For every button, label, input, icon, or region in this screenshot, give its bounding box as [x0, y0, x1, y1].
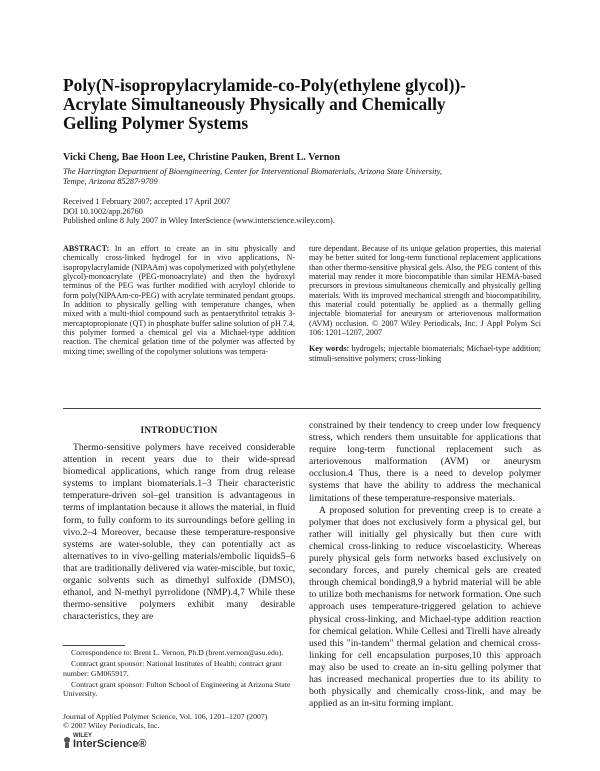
abstract-text-left: In an effort to create an in situ physically and chemically cross-linked hydrogel for in vivo applications, N-isopropylacrylamide (NIPAAm) was copolymerized with poly(ethylene glycol)-monoacrylate (PEG-monoacrylate) and then the hydroxyl terminus of the PEG was further modified with acryloyl chloride to form poly(NIPAAm-co-PEG) with acrylate terminated pendant groups. In addition to physically gelling with temperature changes, when mixed with a multi-thiol compound such as pentaerythritol tetrakis 3-mercaptopropionate (QT) in phosphate buffer saline solution of pH 7.4, this polymer formed a chemical gel via a Michael-type addition reaction. The chemical gelation time of the polymer was affected by mixing time; swelling of the copolymer solutions was tempera-	[63, 244, 295, 356]
published-online: Published online 8 July 2007 in Wiley InterScience (www.interscience.wiley.com).	[63, 216, 335, 226]
footnote-divider	[63, 645, 125, 646]
author-list: Vicki Cheng, Bae Hoon Lee, Christine Pauken, Brent L. Vernon	[63, 152, 341, 163]
publication-dates	[63, 197, 543, 226]
journal-info	[63, 712, 295, 731]
article-title	[63, 76, 543, 134]
doi: DOI 10.1002/app.26760	[63, 206, 143, 216]
section-divider	[63, 408, 541, 409]
introduction-heading: INTRODUCTION	[140, 425, 218, 435]
title-line-3: Gelling Polymer Systems	[63, 113, 249, 134]
keywords-text: hydrogels; injectable biomaterials; Michael-type addition; stimuli-sensitive polymers; cross-linking	[309, 344, 541, 363]
wiley-interscience-logo	[63, 733, 147, 751]
intro-paragraph-continued: constrained by their tendency to creep under low frequency stress, which renders them unsuitable for applications that require long-term functional replacement such as arteriovenous malformation (AVM) or aneurysm occlusion.4 Thus, there is a need to develop polymer systems that have the ability to address the mechanical limitations of these temperature-responsive materials.	[309, 420, 541, 504]
body-column-right	[309, 420, 541, 710]
title-line-1: Poly(N-isopropylacrylamide-co-Poly(ethylene glycol))-	[63, 75, 466, 95]
keywords-label: Key words:	[309, 344, 350, 354]
grant-note-2: Contract grant sponsor: Fulton School of Engineering at Arizona State University.	[63, 679, 291, 699]
keywords	[309, 344, 541, 363]
intro-paragraph-2: A proposed solution for preventing creep is to create a polymer that does not exclusively form a physical gel, but rather will initially gel physically but then cure with chemical cross-linking to reduce viscoelasticity. Whereas purely physical gels form networks based exclusively on secondary forces, and purely chemical gels are created through chemical bonding8,9 a hybrid material will be able to utilize both mechanisms for network formation. One such approach uses temperature-triggered gelation to achieve physical cross-linking, and Michael-type addition reaction for chemical gelation. While Cellesi and Tirelli have already used this "in-tandem" thermal gelation and chemical cross-linking for cell encapsulation purposes,10 this approach may also be used to create an in-situ gelling polymer that has increased mechanical properties due to its ability to both physically and chemically cross-link, and may be applied as an in-situ forming implant.	[309, 504, 541, 710]
title-line-2: Acrylate Simultaneously Physically and Chemically	[63, 94, 446, 115]
received-date: Received 1 February 2007; accepted 17 April 2007	[63, 197, 231, 206]
affiliation	[63, 167, 543, 188]
journal-citation: Journal of Applied Polymer Science, Vol. 106, 1201–1207 (2007)	[63, 712, 268, 721]
grant-note-1: Contract grant sponsor: National Institutes of Health; contract grant number: GM065917.	[63, 659, 282, 678]
logo-wiley-text: WILEY	[73, 733, 92, 739]
abstract-label: ABSTRACT:	[63, 244, 110, 253]
wiley-logo-icon	[63, 736, 71, 748]
correspondence-note: Correspondence to: Brent L. Vernon, Ph.D (brent.vernon@asu.edu).	[71, 648, 284, 657]
affiliation-line-2: Tempe, Arizona 85287-9709	[63, 177, 158, 187]
abstract-column-left	[63, 244, 295, 356]
abstract-text-right: ture dependant. Because of its unique gelation properties, this material may be better suited for long-term functional replacement applications than other thermo-sensitive physical gels. Also, the PEG content of this material may render it more biocompatible than similar HEMA-based precursors in previous simultaneous chemically and physically gelling materials. With its improved mechanical strength and biocompatibility, this material could potentially be applied as a thermally gelling injectable biomaterial for aneurysm or arteriovenous malformation (AVM) occlusion. © 2007 Wiley Periodicals, Inc. J Appl Polym Sci 106: 1201–1207, 2007	[309, 244, 541, 338]
intro-paragraph-1: Thermo-sensitive polymers have received considerable attention in recent years due to their wide-spread biomedical applications, which range from drug release systems to implant biomaterials.1–3 Their characteristic temperature-driven sol–gel transition is advantageous in terms of implantation because it allows the material, in fluid form, to fully conform to its surroundings before gelling in vivo.2–4 Moreover, because these temperature-responsive systems are water-soluble, they can potentially act as alternatives to in vivo-gelling materials/embolic liquids5–6 that are traditionally delivered via water-miscible, but toxic, organic solvents such as dimethyl sulfoxide (DMSO), ethanol, and N-methyl pyrrolidone (NMP).4,7 While these thermo-sensitive polymers exhibit many desirable characteristics, they are	[63, 442, 295, 623]
footnotes	[63, 648, 295, 700]
logo-interscience-text: InterScience®	[73, 738, 147, 750]
abstract-column-right	[309, 244, 541, 363]
journal-copyright: © 2007 Wiley Periodicals, Inc.	[63, 721, 160, 731]
body-column-left	[63, 442, 295, 623]
affiliation-line-1: The Harrington Department of Bioengineering, Center for Interventional Biomaterials, Arizona State University,	[63, 167, 443, 176]
